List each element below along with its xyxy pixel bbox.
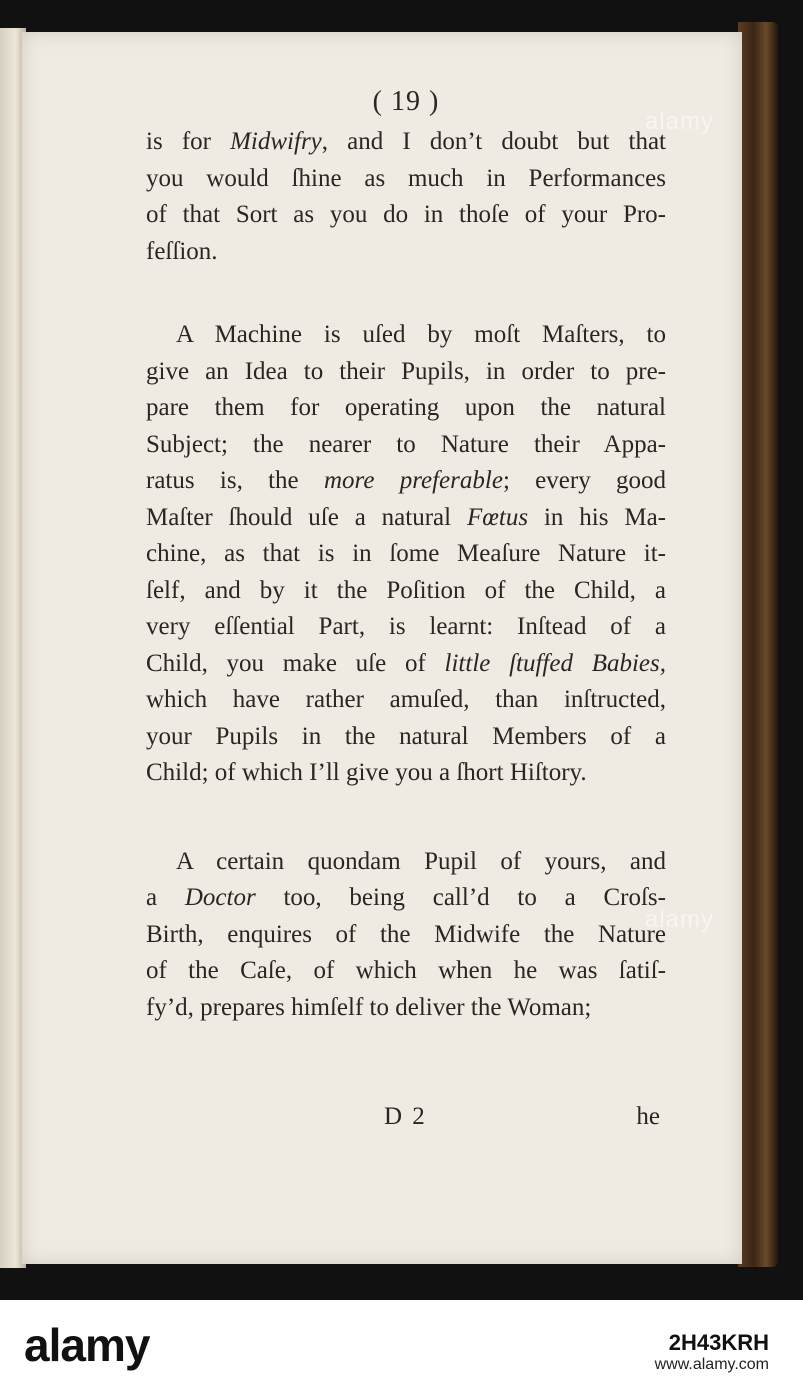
signature-mark: D 2 bbox=[384, 1103, 427, 1130]
text-line: fy’d, prepares himſelf to deliver the Woman; bbox=[146, 993, 592, 1021]
brand-logo: alamy bbox=[24, 1319, 150, 1371]
text-line: is for Midwifry, and I don’t doubt but that bbox=[146, 128, 666, 155]
watermark-tile: alamy bbox=[645, 906, 715, 933]
site-url: www.alamy.com bbox=[654, 1356, 769, 1373]
text-line: A certain quondam Pupil of yours, and bbox=[176, 847, 666, 875]
text-flow bbox=[146, 124, 666, 1026]
text-line: ratus is, the more preferable; every good bbox=[146, 467, 666, 494]
paragraph-gap bbox=[146, 792, 666, 844]
text-line: you would ſhine as much in Performances bbox=[146, 164, 666, 192]
italic-phrase: more preferable bbox=[323, 467, 503, 494]
text-line: Subject; the nearer to Nature their Appa- bbox=[146, 430, 666, 458]
book-page bbox=[22, 32, 742, 1264]
text-line: very eſſential Part, is learnt: Inſtead of a bbox=[146, 613, 666, 640]
italic-phrase: Doctor bbox=[184, 884, 256, 911]
page-number: ( 19 ) bbox=[372, 86, 440, 117]
paragraph bbox=[146, 844, 666, 1027]
text-line: Maſter ſhould uſe a natural Fœtus in his Ma- bbox=[146, 503, 666, 531]
watermark-tile: alamy bbox=[645, 108, 715, 135]
text-line: your Pupils in the natural Members of a bbox=[146, 722, 666, 750]
stock-watermark-bar bbox=[0, 1300, 803, 1390]
catchword: he bbox=[636, 1103, 660, 1130]
image-id: 2H43KRH bbox=[668, 1330, 769, 1355]
italic-phrase: Fœtus bbox=[466, 503, 529, 531]
italic-phrase: Midwifry bbox=[230, 128, 322, 155]
page-footer bbox=[146, 1099, 666, 1135]
page-text-block bbox=[146, 84, 667, 1130]
text-line: ſelf, and by it the Poſition of the Child, a bbox=[146, 576, 666, 604]
text-line: of that Sort as you do in thoſe of your Pro- bbox=[146, 201, 666, 228]
text-line: which have rather amuſed, than inſtructed, bbox=[146, 686, 666, 713]
text-line: Birth, enquires of the Midwife the Nature bbox=[146, 920, 666, 948]
text-line: Child, you make uſe of little ſtuffed Babies, bbox=[146, 649, 667, 677]
italic-phrase: little ſtuffed Babies, bbox=[444, 649, 667, 677]
text-line: A Machine is uſed by moſt Maſters, to bbox=[176, 321, 666, 348]
text-line: of the Caſe, of which when he was ſatiſ- bbox=[146, 957, 666, 984]
paragraph bbox=[146, 317, 666, 792]
text-line: give an Idea to their Pupils, in order to pre- bbox=[146, 357, 666, 385]
text-line: feſſion. bbox=[146, 237, 218, 265]
text-line: chine, as that is in ſome Meaſure Nature it- bbox=[146, 540, 666, 567]
text-line: a Doctor too, being call’d to a Croſs- bbox=[146, 884, 666, 911]
paragraph bbox=[146, 124, 666, 270]
text-line: Child; of which I’ll give you a ſhort Hiſtory. bbox=[146, 759, 587, 786]
text-line: pare them for operating upon the natural bbox=[146, 394, 666, 421]
leather-binding bbox=[738, 22, 778, 1267]
paragraph-gap bbox=[146, 270, 666, 317]
